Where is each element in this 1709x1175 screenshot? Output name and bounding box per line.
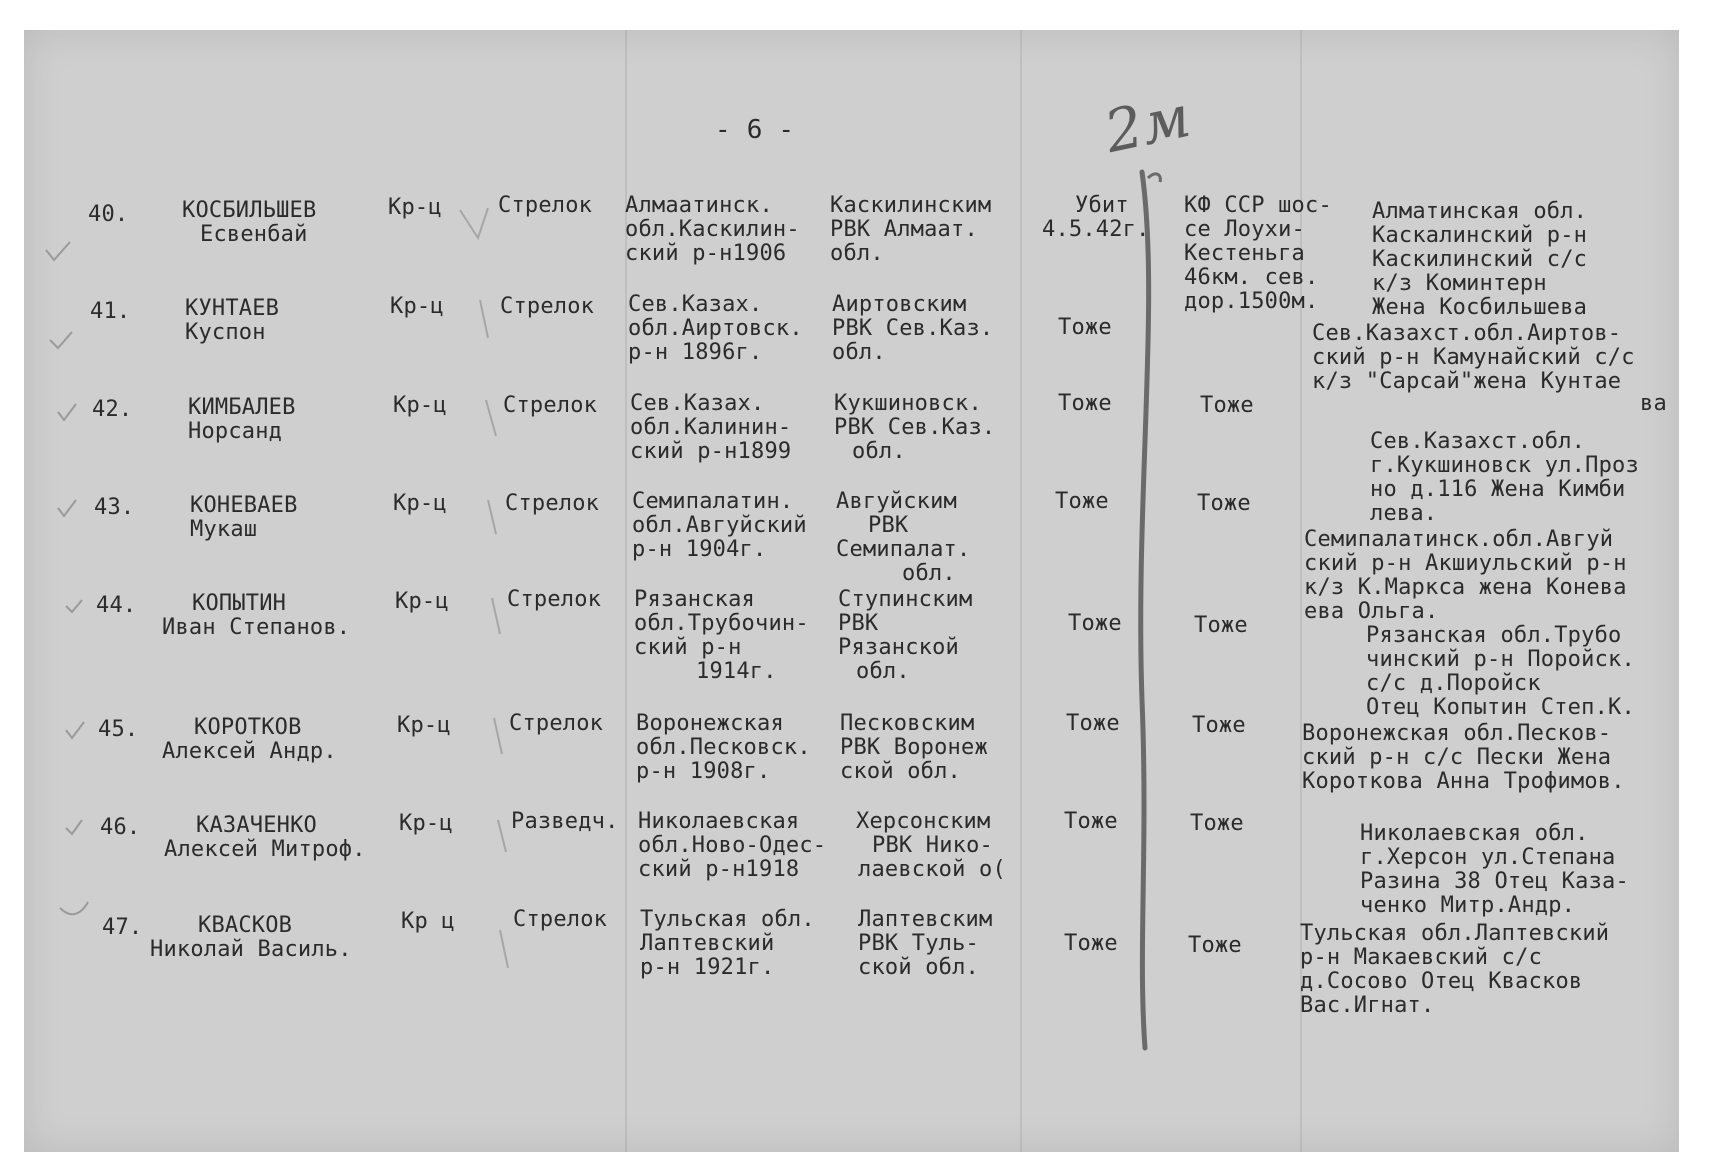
fate-line: Убит [1075, 193, 1129, 218]
relatives-line: г.Херсон ул.Степана [1360, 845, 1616, 870]
rvk-line: РВК Нико- [872, 833, 994, 858]
paper-fold-line [1020, 30, 1022, 1152]
rvk-line: РВК [868, 513, 909, 538]
role: Разведч. [511, 809, 619, 834]
rvk-line: Песковским [840, 711, 975, 736]
relatives-line: к/з Коминтерн [1372, 271, 1547, 296]
relatives-line: Каскилинский с/с [1372, 247, 1588, 272]
relatives-line: но д.116 Жена Кимби [1370, 477, 1626, 502]
record-number: 43. [94, 495, 135, 520]
relatives-line: Вас.Игнат. [1300, 993, 1435, 1018]
birthplace-line: обл.Ново-Одес- [638, 833, 827, 858]
birthplace-line: Сев.Казах. [628, 292, 763, 317]
relatives-line: г.Кукшиновск ул.Проз [1370, 453, 1639, 478]
rvk-line: Авгуйским [836, 489, 958, 514]
birthplace-line: Семипалатин. [632, 489, 794, 514]
burial-line: дор.1500м. [1184, 289, 1319, 314]
relatives-line: Рязанская обл.Трубо [1366, 623, 1622, 648]
rvk-line: ской обл. [858, 955, 980, 980]
burial-line: Тоже [1194, 613, 1248, 638]
burial-line: 46км. сев. [1184, 265, 1319, 290]
handwritten-mark: 2м [1098, 81, 1197, 167]
birthplace-line: ский р-н1906 [625, 241, 787, 266]
rvk-line: лаевской о( [858, 857, 1006, 882]
surname: КИМБАЛЕВ [188, 395, 296, 420]
rvk-line: Ступинским [838, 587, 973, 612]
burial-line: се Лоухи- [1184, 217, 1306, 242]
record-number: 40. [88, 202, 129, 227]
fate-line: Тоже [1066, 711, 1120, 736]
page-number: - 6 - [715, 115, 795, 145]
fate-line: Тоже [1064, 809, 1118, 834]
rvk-line: РВК Сев.Каз. [834, 415, 996, 440]
rvk-line: Рязанской [838, 635, 960, 660]
given-name: Есвенбай [200, 222, 308, 247]
birthplace-line: Лаптевский [640, 931, 775, 956]
birthplace-line: Рязанская [634, 587, 756, 612]
birthplace-line: р-н 1904г. [632, 537, 767, 562]
rank: Кр-ц [395, 589, 449, 614]
given-name: Алексей Митроф. [164, 837, 366, 862]
rvk-line: обл. [830, 241, 884, 266]
rank: Кр-ц [393, 393, 447, 418]
rvk-line: Херсонским [856, 809, 991, 834]
role: Стрелок [507, 587, 602, 612]
rvk-line: Семипалат. [836, 537, 971, 562]
given-name: Иван Степанов. [162, 615, 351, 640]
fate-line: 4.5.42г. [1042, 217, 1150, 242]
burial-line: Тоже [1188, 933, 1242, 958]
fate-line: Тоже [1058, 391, 1112, 416]
relatives-line: Каскалинский р-н [1372, 223, 1588, 248]
rank: Кр-ц [390, 294, 444, 319]
given-name: Николай Василь. [150, 937, 352, 962]
birthplace-line: обл.Аиртовск. [628, 316, 803, 341]
role: Стрелок [503, 393, 598, 418]
rvk-line: обл. [832, 340, 886, 365]
birthplace-line: обл.Песковск. [636, 735, 811, 760]
rank: Кр-ц [397, 713, 451, 738]
rvk-line: обл. [902, 561, 956, 586]
relatives-line: Алматинская обл. [1372, 199, 1588, 224]
given-name: Норсанд [188, 419, 283, 444]
rvk-line: РВК [838, 611, 879, 636]
rvk-line: ской обл. [840, 759, 962, 784]
surname: КОСБИЛЬШЕВ [182, 198, 317, 223]
relatives-line: Сев.Казахст.обл. [1370, 429, 1586, 454]
birthplace-line: р-н 1921г. [640, 955, 775, 980]
relatives-line: Николаевская обл. [1360, 821, 1589, 846]
relatives-line: Жена Косбильшева [1372, 295, 1588, 320]
relatives-line: ченко Митр.Андр. [1360, 893, 1576, 918]
surname: КОРОТКОВ [194, 715, 302, 740]
relatives-line: чинский р-н Поройск. [1366, 647, 1635, 672]
relatives-line: ский р-н Акшиульский р-н [1304, 551, 1627, 576]
burial-line: Тоже [1192, 713, 1246, 738]
birthplace-line: р-н 1908г. [636, 759, 771, 784]
relatives-line: лева. [1370, 501, 1438, 526]
rvk-line: РВК Сев.Каз. [832, 316, 994, 341]
role: Стрелок [500, 294, 595, 319]
surname: КОПЫТИН [192, 591, 287, 616]
record-number: 41. [90, 299, 131, 324]
rank: Кр-ц [393, 491, 447, 516]
birthplace-line: обл.Трубочин- [634, 611, 809, 636]
birthplace-line: Воронежская [636, 711, 784, 736]
record-number: 42. [92, 397, 133, 422]
rvk-line: обл. [852, 439, 906, 464]
fate-line: Тоже [1055, 489, 1109, 514]
given-name: Мукаш [190, 517, 258, 542]
surname: КОНЕВАЕВ [190, 493, 298, 518]
birthplace-line: Сев.Казах. [630, 391, 765, 416]
given-name: Алексей Андр. [162, 739, 337, 764]
rvk-line: Каскилинским [830, 193, 992, 218]
relatives-line: Воронежская обл.Песков- [1302, 721, 1612, 746]
rank: Кр-ц [399, 811, 453, 836]
relatives-line: с/с д.Поройск [1366, 671, 1541, 696]
burial-line: Тоже [1197, 491, 1251, 516]
burial-line: КФ ССР шос- [1184, 193, 1332, 218]
record-number: 46. [100, 815, 141, 840]
birthplace-line: Николаевская [638, 809, 800, 834]
record-number: 45. [98, 717, 139, 742]
surname: КУНТАЕВ [185, 296, 280, 321]
role: Стрелок [513, 907, 608, 932]
relatives-line: Сев.Казахст.обл.Аиртов- [1312, 321, 1622, 346]
birthplace-line: Алмаатинск. [625, 193, 773, 218]
rvk-line: РВК Воронеж [840, 735, 988, 760]
birthplace-line: ский р-н1918 [638, 857, 800, 882]
relatives-line: д.Сосово Отец Квасков [1300, 969, 1583, 994]
surname: КАЗАЧЕНКО [196, 813, 318, 838]
birthplace-line: обл.Калинин- [630, 415, 792, 440]
birthplace-line: обл.Каскилин- [625, 217, 800, 242]
rank: Кр-ц [388, 195, 442, 220]
birthplace-line: обл.Авгуйский [632, 513, 807, 538]
burial-line: Кестеньга [1184, 241, 1306, 266]
relatives-line: ва [1640, 391, 1667, 416]
role: Стрелок [498, 193, 593, 218]
relatives-line: ский р-н с/с Пески Жена [1302, 745, 1612, 770]
birthplace-line: р-н 1896г. [628, 340, 763, 365]
relatives-line: Тульская обл.Лаптевский [1300, 921, 1610, 946]
rvk-line: РВК Алмаат. [830, 217, 978, 242]
fate-line: Тоже [1068, 611, 1122, 636]
relatives-line: Разина 38 Отец Каза- [1360, 869, 1629, 894]
record-number: 47. [102, 915, 143, 940]
rvk-line: Лаптевским [858, 907, 993, 932]
relatives-line: Отец Копытин Степ.К. [1366, 695, 1635, 720]
relatives-line: Семипалатинск.обл.Авгуй [1304, 527, 1614, 552]
rvk-line: обл. [856, 659, 910, 684]
fate-line: Тоже [1058, 315, 1112, 340]
relatives-line: Короткова Анна Трофимов. [1302, 769, 1625, 794]
record-number: 44. [96, 593, 137, 618]
role: Стрелок [505, 491, 600, 516]
burial-line: Тоже [1200, 393, 1254, 418]
relatives-line: ева Ольга. [1304, 599, 1439, 624]
rvk-line: РВК Туль- [858, 931, 980, 956]
role: Стрелок [509, 711, 604, 736]
birthplace-line: Тульская обл. [640, 907, 815, 932]
relatives-line: р-н Макаевский с/с [1300, 945, 1543, 970]
birthplace-line: ский р-н [634, 635, 742, 660]
relatives-line: к/з К.Маркса жена Конева [1304, 575, 1627, 600]
birthplace-line: 1914г. [696, 659, 777, 684]
rvk-line: Кукшиновск. [834, 391, 982, 416]
burial-line: Тоже [1190, 811, 1244, 836]
fate-line: Тоже [1064, 931, 1118, 956]
relatives-line: ский р-н Камунайский с/с [1312, 345, 1635, 370]
rvk-line: Аиртовским [832, 292, 967, 317]
birthplace-line: ский р-н1899 [630, 439, 792, 464]
rank: Кр ц [401, 909, 455, 934]
given-name: Куспон [185, 320, 266, 345]
relatives-line: к/з "Сарсай"жена Кунтае [1312, 369, 1622, 394]
surname: КВАСКОВ [198, 913, 293, 938]
